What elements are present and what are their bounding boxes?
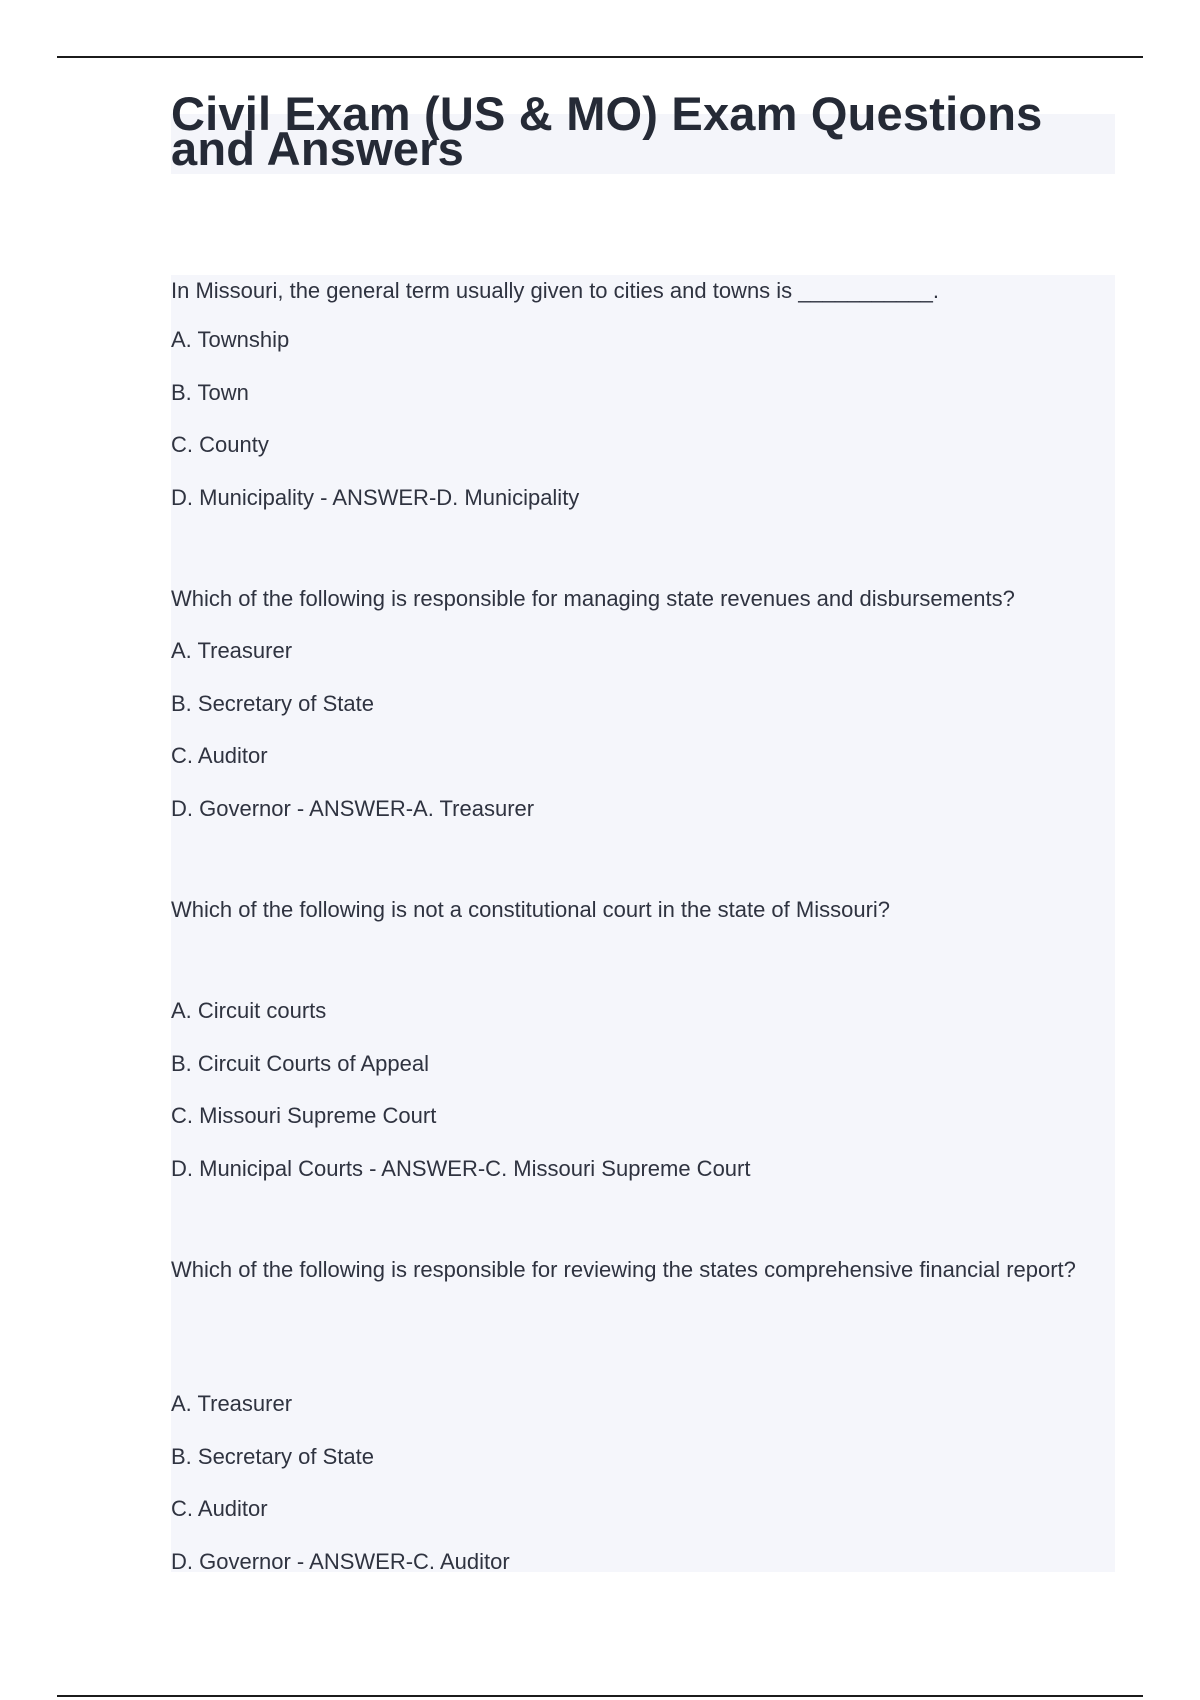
question-3-option-a: A. Circuit courts [171, 998, 327, 1023]
question-1-option-d-answer: D. Municipality - ANSWER-D. Municipality [171, 485, 580, 510]
question-1-option-a: A. Township [171, 327, 290, 352]
page-title: Civil Exam (US & MO) Exam Questions and Answers [171, 87, 1043, 175]
question-1-option-b: B. Town [171, 380, 249, 405]
question-3-text: Which of the following is not a constitutional court in the state of Missouri? [171, 897, 891, 922]
question-3-option-b: B. Circuit Courts of Appeal [171, 1051, 430, 1076]
top-rule [57, 56, 1143, 58]
question-1-text: In Missouri, the general term usually given to cities and towns is ___________. [171, 278, 939, 303]
question-4-option-a: A. Treasurer [171, 1391, 293, 1416]
qa-content [171, 275, 1115, 1572]
question-3-option-d-answer: D. Municipal Courts - ANSWER-C. Missouri Supreme Court [171, 1156, 751, 1181]
question-2-option-d-answer: D. Governor - ANSWER-A. Treasurer [171, 796, 535, 821]
question-2-option-c: C. Auditor [171, 743, 268, 768]
question-3-option-c: C. Missouri Supreme Court [171, 1103, 437, 1128]
question-2-text: Which of the following is responsible for managing state revenues and disbursements? [171, 586, 1015, 611]
question-1-option-c: C. County [171, 432, 269, 457]
question-4-option-c: C. Auditor [171, 1496, 268, 1521]
question-2-option-a: A. Treasurer [171, 638, 293, 663]
title-block [171, 87, 1115, 175]
question-4-text: Which of the following is responsible for reviewing the states comprehensive financial report? [171, 1257, 1076, 1282]
question-4-option-d-answer: D. Governor - ANSWER-C. Auditor [171, 1549, 510, 1574]
question-4-option-b: B. Secretary of State [171, 1444, 374, 1469]
question-2-option-b: B. Secretary of State [171, 691, 374, 716]
bottom-rule [57, 1695, 1143, 1697]
